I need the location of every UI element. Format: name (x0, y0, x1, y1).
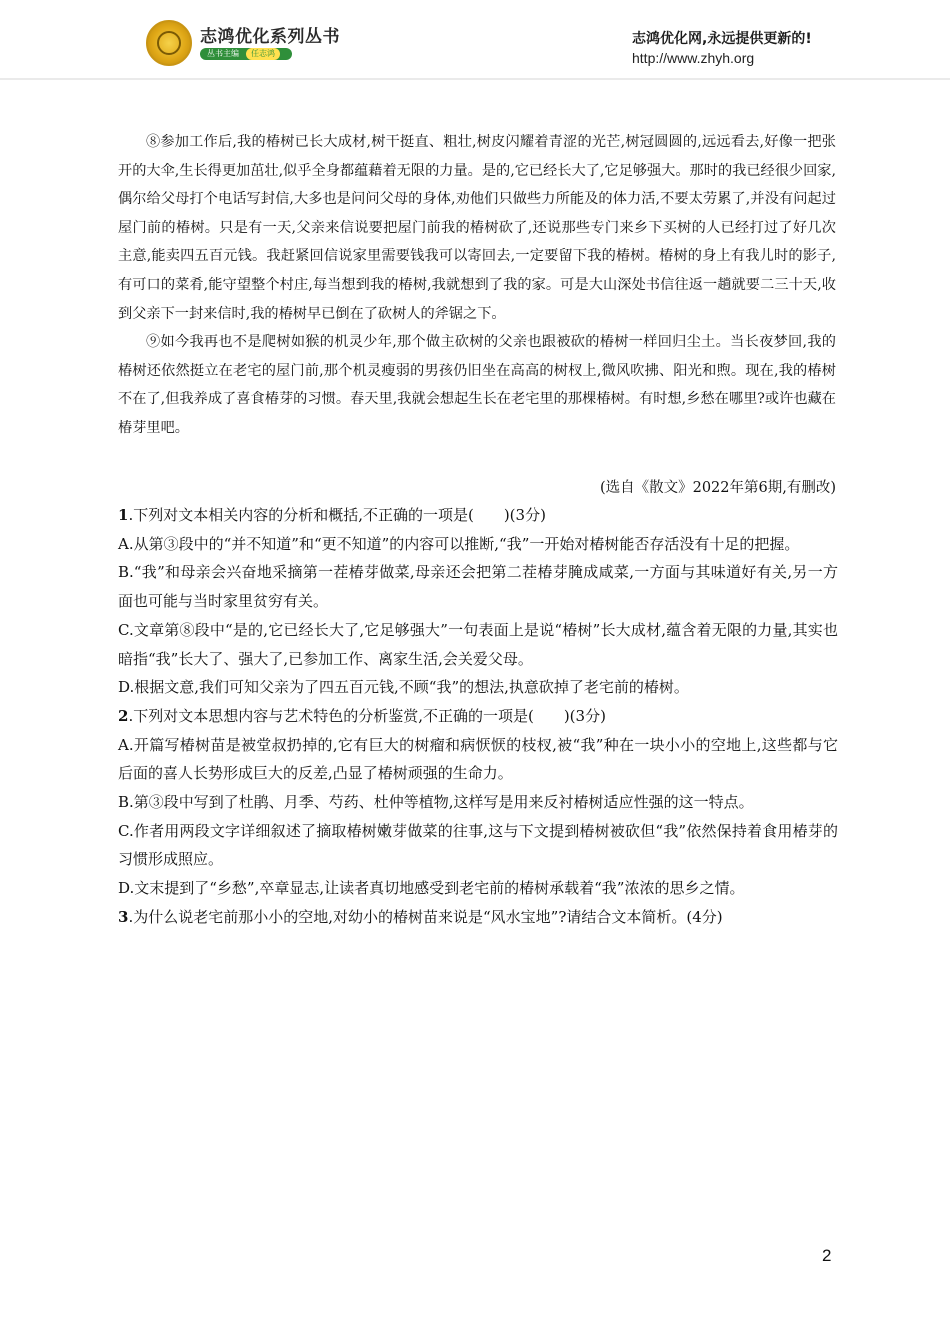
question-1-option-b: B.“我”和母亲会兴奋地采摘第一茬椿芽做菜,母亲还会把第二茬椿芽腌成咸菜,一方面与其味道好有关,另一方面也可能与当时家里贫穷有关。 (118, 563, 838, 611)
essay-paragraph-9: ⑨如今我再也不是爬树如猴的机灵少年,那个做主砍树的父亲也跟被砍的椿树一样回归尘土。当长夜梦回,我的椿树还依然挺立在老宅的屋门前,那个机灵瘦弱的男孩仍旧坐在高高的树杈上,微风吹拂、阳光和煦。现在,我的椿树不在了,但我养成了喜食椿芽的习惯。春天里,我就会想起生长在老宅里的那棵椿树。有时想,乡愁在哪里?或许也藏在椿芽里吧。 (118, 334, 836, 436)
question-1-option-d: D.根据文意,我们可知父亲为了四五百元钱,不顾“我”的想法,执意砍掉了老宅前的椿树。 (118, 678, 689, 697)
series-logo-icon (146, 20, 192, 66)
question-2-option-d: D.文末提到了“乡愁”,卒章显志,让读者真切地感受到老宅前的椿树承载着“我”浓浓的思乡之情。 (118, 879, 745, 898)
essay-source: (选自《散文》2022年第6期,有删改) (599, 480, 836, 496)
question-1-option-a: A.从第③段中的“并不知道”和“更不知道”的内容可以推断,“我”一开始对椿树能否存活没有十足的把握。 (118, 534, 800, 553)
question-2-stem: 2.下列对文本思想内容与艺术特色的分析鉴赏,不正确的一项是( )(3分) (118, 706, 606, 725)
essay-body (118, 128, 836, 443)
site-slogan: 志鸿优化网,永远提供更新的! (632, 31, 812, 47)
page-number: 2 (822, 1246, 832, 1265)
editor-badge-name: 任志鸿 (246, 48, 280, 60)
essay-paragraph-8: ⑧参加工作后,我的椿树已长大成材,树干挺直、粗壮,树皮闪耀着青涩的光芒,树冠圆圆的,远远看去,好像一把张开的大伞,生长得更加茁壮,似乎全身都蕴藉着无限的力量。是的,它已经长大了,它足够强大。那时的我已经很少回家,偶尔给父母打个电话写封信,大多也是问问父母的身体,劝他们只做些力所能及的体力活,不要太劳累了,并没有问起过屋门前的椿树。只是有一天,父亲来信说要把屋门前我的椿树砍了,还说那些专门来乡下买树的人已经打过了好几次主意,能卖四五百元钱。我赶紧回信说家里需要钱我可以寄回去,一定要留下我的椿树。椿树的身上有我儿时的影子,有可口的菜肴,能守望整个村庄,每当想到我的椿树,我就想到了我的家。可是大山深处书信往返一趟就要二三十天,收到父亲下一封来信时,我的椿树早已倒在了砍树人的斧锯之下。 (118, 134, 836, 322)
question-2-option-a: A.开篇写椿树苗是被堂叔扔掉的,它有巨大的树瘤和病恹恹的枝杈,被“我”种在一块小小的空地上,这些都与它后面的喜人长势形成巨大的反差,凸显了椿树顽强的生命力。 (118, 735, 838, 783)
header-divider (0, 78, 950, 80)
question-section (118, 501, 838, 932)
page-header (0, 0, 950, 80)
question-1-option-c: C.文章第⑧段中“是的,它已经长大了,它足够强大”一句表面上是说“椿树”长大成材,蕴含着无限的力量,其实也暗指“我”长大了、强大了,已参加工作、离家生活,会关爱父母。 (118, 620, 838, 668)
site-url-link[interactable]: http://www.zhyh.org (632, 50, 755, 66)
question-2-option-b: B.第③段中写到了杜鹃、月季、芍药、杜仲等植物,这样写是用来反衬椿树适应性强的这一特点。 (118, 793, 754, 812)
series-title: 志鸿优化系列丛书 (200, 27, 340, 47)
editor-badge-label: 丛书主编 (207, 49, 239, 58)
question-3-stem: 3.为什么说老宅前那小小的空地,对幼小的椿树苗来说是“风水宝地”?请结合文本简析。(4分) (118, 907, 723, 926)
question-1-stem: 1.下列对文本相关内容的分析和概括,不正确的一项是( )(3分) (118, 506, 546, 524)
question-2-option-c: C.作者用两段文字详细叙述了摘取椿树嫩芽做菜的往事,这与下文提到椿树被砍但“我”依然保持着食用椿芽的习惯形成照应。 (118, 821, 838, 869)
